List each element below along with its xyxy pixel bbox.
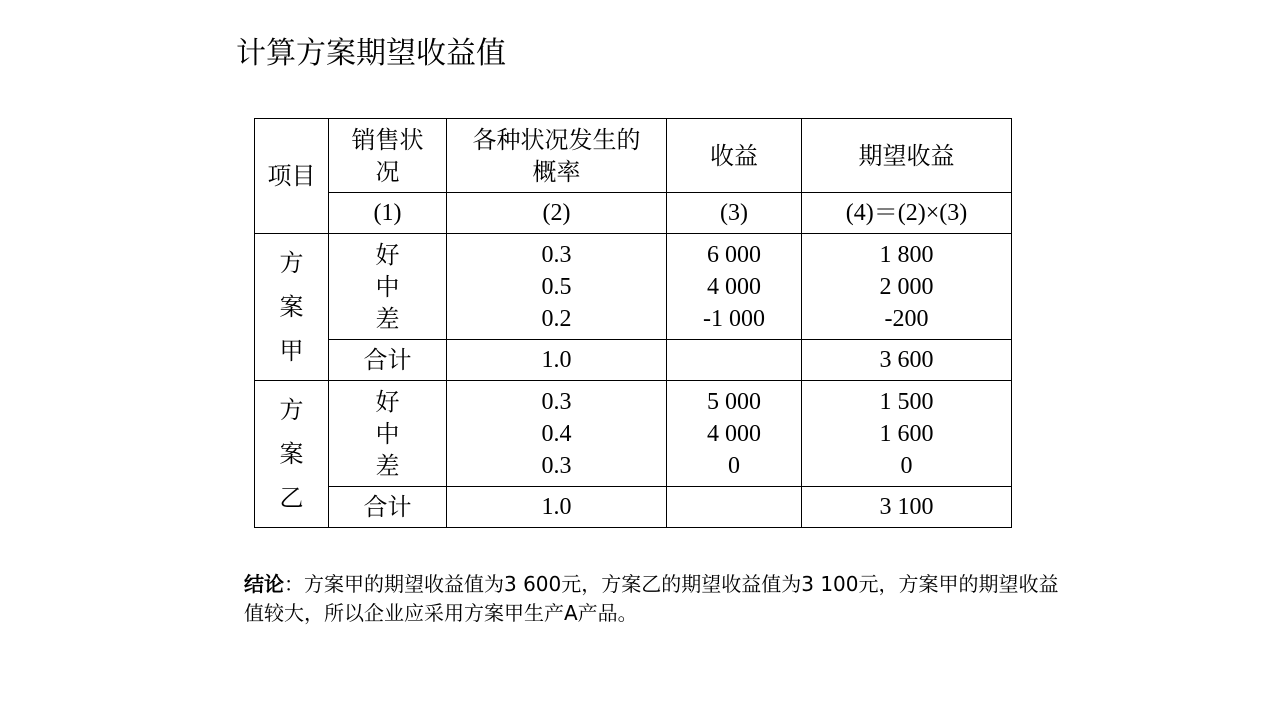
index-3: (3) [667, 193, 802, 234]
plan-a-incomes [667, 234, 802, 340]
plan-a-total-expected: 3 600 [802, 340, 1012, 381]
plan-a-name [255, 234, 329, 381]
prob-cell: 0.3 [541, 241, 572, 268]
income-cell: 6 000 [707, 241, 761, 268]
status-cell: 中 [375, 419, 400, 448]
expected-value-table [254, 118, 1012, 528]
header-probability-line1: 各种状况发生的 [472, 125, 641, 154]
status-cell: 差 [375, 304, 400, 333]
header-probability [447, 119, 667, 193]
header-sales-status [329, 119, 447, 193]
plan-b-statuses [329, 381, 447, 487]
plan-b-expected [802, 381, 1012, 487]
plan-b-total-label: 合计 [329, 487, 447, 528]
plan-b-detail-row [255, 381, 1012, 487]
plan-b-name-char: 方 [279, 396, 304, 424]
prob-cell: 0.2 [541, 305, 572, 332]
plan-b-name-char: 乙 [279, 484, 304, 512]
expected-cell: 1 800 [879, 241, 934, 268]
plan-b-total-row [255, 487, 1012, 528]
plan-a-name-char: 甲 [279, 337, 304, 365]
plan-b-name [255, 381, 329, 528]
header-item [255, 119, 329, 234]
plan-a-probs [447, 234, 667, 340]
prob-cell: 0.3 [541, 452, 572, 479]
income-cell: 0 [728, 452, 740, 479]
plan-a-total-label: 合计 [329, 340, 447, 381]
header-item-label: 项目 [267, 162, 316, 190]
status-cell: 差 [375, 451, 400, 480]
plan-a-statuses [329, 234, 447, 340]
header-income: 收益 [667, 119, 802, 193]
prob-cell: 0.3 [541, 388, 572, 415]
plan-b-incomes [667, 381, 802, 487]
index-1: (1) [329, 193, 447, 234]
expected-cell: -200 [884, 305, 929, 332]
header-sales-status-line2: 况 [375, 157, 400, 186]
expected-cell: 0 [900, 452, 913, 479]
slide-title: 计算方案期望收益值 [236, 36, 506, 71]
header-sales-status-line1: 销售状 [351, 125, 424, 154]
index-4: (4)＝(2)×(3) [802, 193, 1012, 234]
expected-cell: 1 600 [879, 420, 934, 447]
conclusion-lead: 结论 [244, 572, 284, 596]
status-cell: 好 [375, 240, 400, 269]
table-header-row [255, 119, 1012, 193]
plan-a-total-income-empty [667, 340, 802, 381]
plan-b-total-income-empty [667, 487, 802, 528]
table-index-row [255, 193, 1012, 234]
conclusion-text: ：方案甲的期望收益值为3 600元，方案乙的期望收益值为3 100元，方案甲的期望收益值较大，所以企业应采用方案甲生产A产品。 [244, 572, 1059, 625]
income-cell: 4 000 [707, 273, 761, 300]
income-cell: 5 000 [707, 388, 761, 415]
income-cell: 4 000 [707, 420, 761, 447]
expected-cell: 2 000 [879, 273, 934, 300]
plan-a-name-char: 方 [279, 249, 304, 277]
conclusion [244, 570, 1074, 628]
income-cell: -1 000 [703, 305, 765, 332]
index-2: (2) [447, 193, 667, 234]
plan-a-expected [802, 234, 1012, 340]
plan-a-name-char: 案 [279, 293, 304, 321]
plan-b-total-expected: 3 100 [802, 487, 1012, 528]
status-cell: 中 [375, 272, 400, 301]
expected-cell: 1 500 [879, 388, 934, 415]
plan-a-total-row [255, 340, 1012, 381]
plan-a-detail-row [255, 234, 1012, 340]
plan-b-probs [447, 381, 667, 487]
plan-b-total-prob: 1.0 [447, 487, 667, 528]
header-expected-income: 期望收益 [802, 119, 1012, 193]
status-cell: 好 [375, 387, 400, 416]
prob-cell: 0.5 [541, 273, 572, 300]
prob-cell: 0.4 [541, 420, 572, 447]
plan-b-name-char: 案 [279, 440, 304, 468]
plan-a-total-prob: 1.0 [447, 340, 667, 381]
header-probability-line2: 概率 [532, 157, 581, 186]
